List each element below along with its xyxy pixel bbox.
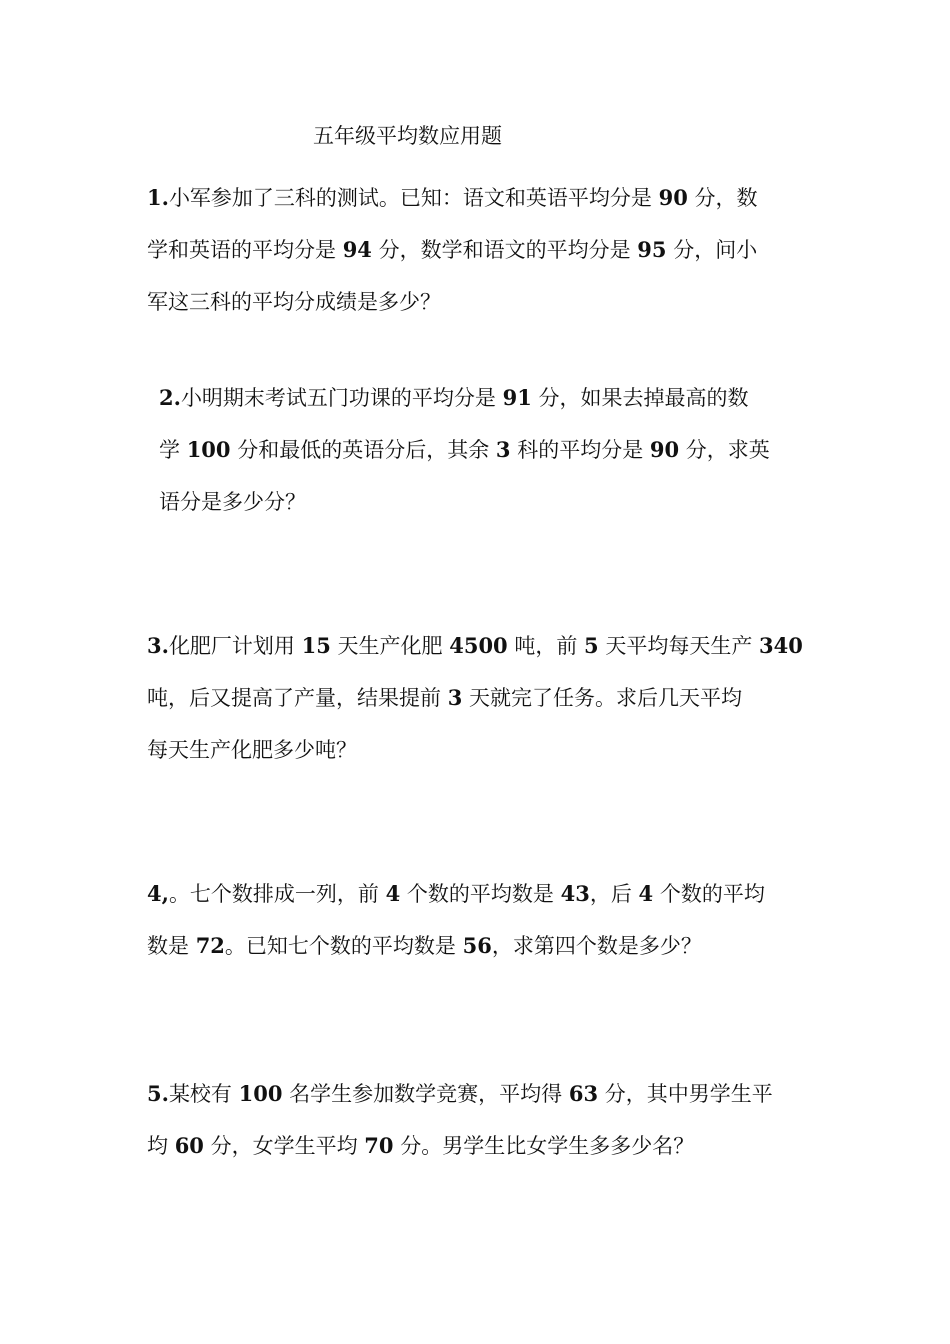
- question-5: [147, 1068, 787, 1172]
- text-run: 90: [658, 185, 688, 210]
- text-run: 数是: [147, 934, 196, 958]
- text-run: 学: [159, 438, 187, 462]
- text-run: ，后: [589, 882, 639, 906]
- question-1: [147, 172, 787, 328]
- text-run: 天生产化肥: [330, 634, 450, 658]
- question-line: [147, 1120, 787, 1172]
- text-run: 天平均每天生产: [598, 634, 760, 658]
- question-line: [159, 424, 789, 476]
- text-run: 4: [385, 881, 401, 906]
- text-run: 70: [364, 1133, 394, 1158]
- question-4: [147, 868, 787, 972]
- text-run: 语分是多少分？: [159, 490, 306, 514]
- question-line: [147, 224, 787, 276]
- text-run: 分，数学和语文的平均分是: [371, 238, 638, 262]
- text-run: 天就完了任务。求后几天平均: [462, 686, 742, 710]
- text-run: 分和最低的英语分后，其余: [230, 438, 496, 462]
- text-run: 名学生参加数学竞赛，平均得: [282, 1082, 569, 1106]
- question-line: [147, 276, 787, 328]
- text-run: 4: [638, 881, 654, 906]
- text-run: 90: [649, 437, 680, 462]
- question-line: [159, 476, 789, 528]
- text-run: 小明期末考试五门功课的平均分是: [180, 386, 503, 410]
- text-run: 分，求英: [679, 438, 770, 462]
- question-line: [147, 868, 787, 920]
- text-run: 分，问小: [666, 238, 758, 262]
- text-run: 100: [186, 437, 231, 462]
- text-run: 分，数: [687, 186, 758, 210]
- text-run: 95: [637, 237, 667, 262]
- question-line: [147, 672, 787, 724]
- text-run: 56: [462, 933, 492, 958]
- text-run: 60: [174, 1133, 204, 1158]
- text-run: 43: [560, 881, 590, 906]
- question-2: [159, 372, 789, 528]
- text-run: 每天生产化肥多少吨？: [147, 738, 357, 762]
- text-run: 63: [568, 1081, 599, 1106]
- text-run: 1.: [147, 185, 169, 210]
- text-run: 2.: [159, 385, 181, 410]
- question-line: [147, 724, 787, 776]
- text-run: 吨，后又提高了产量，结果提前: [147, 686, 448, 710]
- text-run: 均: [147, 1134, 175, 1158]
- text-run: 军这三科的平均分成绩是多少？: [147, 290, 441, 314]
- text-run: 4,: [147, 881, 169, 906]
- text-run: 100: [238, 1081, 283, 1106]
- text-run: 91: [502, 385, 532, 410]
- text-run: 。已知七个数的平均数是: [224, 934, 463, 958]
- text-run: 分，其中男学生平: [598, 1082, 773, 1106]
- text-run: 3.: [147, 633, 169, 658]
- text-run: 分。男学生比女学生多多少名？: [393, 1134, 695, 1158]
- text-run: 吨，前: [507, 634, 585, 658]
- text-run: 。七个数排成一列，前: [168, 882, 386, 906]
- text-run: 72: [195, 933, 225, 958]
- question-3: [147, 620, 803, 776]
- text-run: 340: [759, 633, 803, 658]
- text-run: 5: [584, 633, 599, 658]
- text-run: 个数的平均: [653, 882, 765, 906]
- question-line: [147, 172, 787, 224]
- text-run: 个数的平均数是: [400, 882, 561, 906]
- text-run: 小军参加了三科的测试。已知：语文和英语平均分是: [168, 186, 659, 210]
- text-run: 3: [495, 437, 511, 462]
- text-run: 94: [342, 237, 372, 262]
- text-run: 分，如果去掉最高的数: [531, 386, 749, 410]
- question-line: [147, 620, 803, 672]
- text-run: 某校有: [168, 1082, 239, 1106]
- question-line: [147, 920, 787, 972]
- text-run: 学和英语的平均分是: [147, 238, 343, 262]
- question-line: [147, 1068, 787, 1120]
- text-run: ，求第四个数是多少？: [491, 934, 702, 958]
- text-run: 4500: [449, 633, 508, 658]
- text-run: 化肥厂计划用: [168, 634, 302, 658]
- text-run: 15: [301, 633, 331, 658]
- text-run: 科的平均分是: [510, 438, 650, 462]
- text-run: 3: [447, 685, 463, 710]
- page-title: 五年级平均数应用题: [313, 124, 502, 148]
- text-run: 5.: [147, 1081, 169, 1106]
- text-run: 分，女学生平均: [203, 1134, 365, 1158]
- question-line: [159, 372, 789, 424]
